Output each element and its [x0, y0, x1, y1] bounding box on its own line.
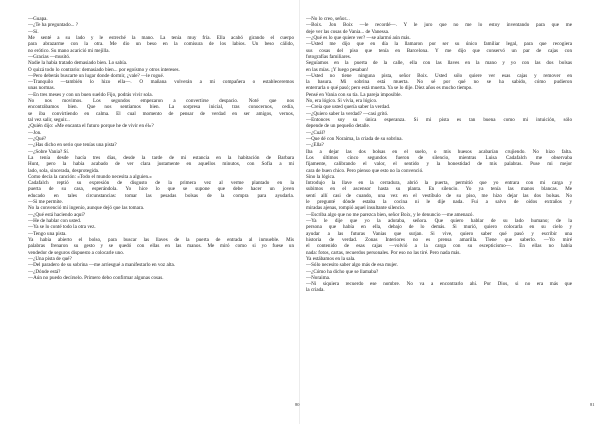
text-line: Como decía la canción: «Todo el mundo necesita a alguien.» [28, 173, 152, 180]
text-line: —Boix. Jon Boix —le recordé—. Y le juro que no me lo estoy inventando para que me [306, 22, 572, 29]
text-line: —¿Ella? [306, 142, 324, 149]
text-line: Seguíamos en la puerta de la calle, ella con las llaves en la mano y yo con las dos bolsas [306, 60, 572, 67]
text-line: miradas ajenas, rompió aquel insultante silencio. [306, 205, 406, 212]
text-line: —Ya le dije que yo la adoraba, señora. Que quiero hablar de su lado humano; de la [306, 218, 572, 224]
text-line: O quizá todo lo contrario: demasiado bien... por egoísmo y otros intereses. [28, 66, 180, 73]
text-line: persona que había en ella, debajo de lo demás. Si murió, quiero colocarla en su cielo y [306, 224, 572, 231]
text-line: Hunt, pero la había acabado de ver clara justamente en aquellos minutos, con Sofía a mi [28, 161, 294, 168]
text-line: para abrazarme con la otra. Me dio un beso en la comisura de los labios. Un beso cálido, [28, 41, 294, 48]
text-line: —Ya se lo conté todo la otra vez. [28, 224, 96, 231]
text-line: no erótico. Su mano acarició mi mejilla. [28, 47, 110, 54]
text-line: —Creía que usted quería saber la verdad. [306, 104, 391, 111]
text-line: —¿Qué está haciendo aquí? [28, 211, 85, 218]
text-line: —¿Has dicho en serio que tenías una pista? [28, 142, 117, 149]
text-line: tal vez salir, seguir... [28, 117, 70, 123]
text-line: La tenía desde hacía tres días, desde la tarde de mi estancia en la habitación de Barbara [28, 154, 294, 161]
text-line: —¿Cómo ha dicho que se llamaba? [306, 268, 379, 275]
text-line: —No lo creo, señor... [306, 16, 350, 22]
text-line: sus cosas del piso que tenía en Barcelona. Y me dijo que conservó un par de cajas con [306, 47, 572, 54]
text-line: le pregunté dónde estaba la cocina ni le dije nada. Fui a salvo de oídos extraños y [306, 199, 572, 206]
text-line: palabras frenaron su gesto y se quedó con ellas en las manos. Me miró como si yo fuese un [28, 243, 294, 250]
text-line: —¿Dónde está? [28, 268, 61, 275]
text-line: fijamente, calibrando el valor, el sentido y la honestidad de mis palabras. Puse mi mejor [306, 161, 572, 168]
text-line: —Usted no tiene ninguna pista, señor Boix. Usted sólo quiere ver esas cajas y remover en [306, 72, 572, 79]
text-line: fotografías familiares. [306, 53, 351, 60]
text-line: puerta de su casa, esperándola. Yo hice lo que se supone que debe hacer un joven [28, 186, 294, 193]
text-line: nada: fotos, cartas, recuerdos personales. Por eso no las tiré. Pero nada más. [306, 249, 461, 256]
text-line: unas normas. [28, 85, 55, 92]
text-line: —Tengo una pista. [28, 230, 67, 237]
right-page [306, 16, 572, 412]
text-line: cara de buen chico. Pero pienso que esto no la convenció. [306, 167, 424, 174]
text-line: No, era lógico. Si vivía, era lógico. [306, 98, 378, 105]
text-line: lado, sola, sincerada, desprotegida. [28, 167, 100, 174]
text-line: —¿Una pista de qué? [28, 255, 72, 262]
text-line: —¿Sobre Vania? Sí. [28, 148, 70, 155]
text-line: —Del paradero de su sobrina —me arriesgué a manifestarlo en voz alta. [28, 262, 176, 269]
text-line: —¿Te ha preguntado... ? [28, 22, 78, 29]
text-line: No la convenció mi ingenio, aunque dejó que las tomara. [28, 205, 145, 212]
text-line: No nos movimos. Los segundos empezaron a convertirse despacio. Noté que nos [28, 98, 294, 105]
text-line: Los últimos cinco segundos fueron de silencio, mientras Luisa Cadafalch me observaba [306, 154, 572, 161]
text-line: —En tres meses y con un buen sueldo Fijo, podrás vivir sola. [28, 91, 153, 98]
text-line: —Sí. [28, 28, 39, 35]
text-line: —Pero deberás buscarte un lugar donde dormir, ¿vale? —le rogué. [28, 72, 165, 79]
left-page-number: 80 [295, 402, 300, 407]
text-line: la basura. Mi sobrina está muerta. No sé por qué no se ha sabido, cómo pudieron [306, 79, 572, 86]
text-line: —Que dé con Noraima, la criada de su sobrina. [306, 135, 403, 142]
text-line: —Guapa. [28, 16, 48, 22]
text-line: —Tranquilo —también lo hizo ella—. O mañana volverán a mi compañera o estableceremos [28, 79, 294, 86]
text-line: —Gracias —musitó. [28, 53, 71, 60]
left-page [28, 16, 294, 412]
text-line: Ya estábamos en la sala. [306, 255, 356, 262]
text-line: Nadie la había tratado demasiado bien. Lo sabía. [28, 60, 128, 67]
text-line: ¿Quién dijo: «Me encanta el futuro porque he de vivir en él»? [28, 123, 154, 130]
text-line: —Escriba algo que no me parezca bien, señor Boix, y le denuncio —me amenazó. [306, 211, 474, 218]
text-line: sentí allí casi de cuando, una vez en el vestíbulo de su piso, me hizo dejar las dos bolsas. No [306, 192, 572, 199]
text-line: subimos en el ascensor hasta su planta. En silencio. Yo ya tenía las manos blancas. Me [306, 186, 572, 193]
text-line: —Si me permite. [28, 199, 63, 206]
text-line: enterrarla o qué pasó; pero está muerta. Ya se lo dije. Diez años es mucho tiempo. [306, 85, 473, 92]
text-line: Iba a dejar las dos bolsas en el suelo, o mis huesos acabarían crujiendo. No hizo falta. [306, 148, 572, 155]
text-line: —Aún no puedo decírselo. Primero debo confirmar algunas cosas. [28, 274, 164, 281]
text-line: —Sólo necesito saber algo más de esa mujer. [306, 262, 398, 269]
text-line: vendedor de seguros dispuesto a colocarle uno. [28, 249, 125, 256]
text-line: en las mías. ¡Y luego pesaban! [306, 66, 369, 73]
text-line: —Jon. [28, 129, 42, 136]
text-line: encontrábamos bien. Que nos sentíamos bien. La sorpresa inicial, tras conocernos, cedía, [28, 104, 294, 111]
text-line: educado en tales circunstancias: tomar las pesadas bolsas de la compra para ayudarla. [28, 192, 294, 199]
text-line: se iba convirtiendo en calma. El cual momento de pensar de verdad en ser amigos, vernos, [28, 110, 294, 117]
text-line: la criada. [306, 287, 325, 294]
right-page-number: 81 [590, 402, 595, 407]
text-line: —¿Quiero saber la verdad? —casi gritó. [306, 110, 389, 117]
text-line: Me senté a su lado y le estreché la mano. La tenía muy fría. Ella acabó girando el cuerpo [28, 34, 294, 41]
text-line: Pensé en Vania con su tía. La pareja imposible. [306, 91, 402, 98]
text-line: —He de hablar con usted. [28, 218, 82, 224]
text-line: —Usted me dijo que en día la llamaron por ser su único familiar legal, para que recogiera [306, 41, 572, 48]
text-line: Sino la lógica. [306, 173, 336, 180]
text-line: ayudar a las futuras Vanias que surjan. Si vive, quiero saber qué pasó y escribir una [306, 230, 572, 237]
gutter-shadow [299, 0, 300, 424]
text-line: Ya había abierto el bolso, para buscar las llaves de la puerta de entrada al inmueble. Mis [28, 236, 294, 243]
text-line: —¿Qué? [28, 135, 47, 142]
text-line: deje ver las cosas de Vania... de Vanessa. [306, 28, 390, 35]
text-line: —Noraima. [306, 274, 331, 281]
text-line: Introdujo la llave en la cerradura, abrió la puerta, permitió que yo entrara con mi carga y [306, 180, 572, 187]
text-line: el contenido de esas cajas —volvió a la carga con su escepticismo—. En ellas no había [306, 243, 572, 250]
text-line: —¿Qué es lo que quiere ver? —se alarmó aún más. [306, 34, 411, 41]
text-line: —¿Cuál? [306, 129, 326, 136]
text-line: —Ni siquiera recuerdo ese nombre. No va a encontrarlo ahí. Por Dios, si no era más que [306, 281, 572, 288]
text-line: —Entonces soy su única esperanza. Si mi pista es tan buena como mi intuición, sólo [306, 117, 572, 123]
text-line: Cadafalch reptió su expresión de disgusto de la primera vez al verme plantado en la [28, 180, 294, 187]
text-line: historia de verdad. Zonas Interiores no es prensa amarilla. Tiene que saberlo. —Yo miré [306, 236, 572, 243]
text-line: depende de un pequeño detalle. [306, 123, 371, 130]
